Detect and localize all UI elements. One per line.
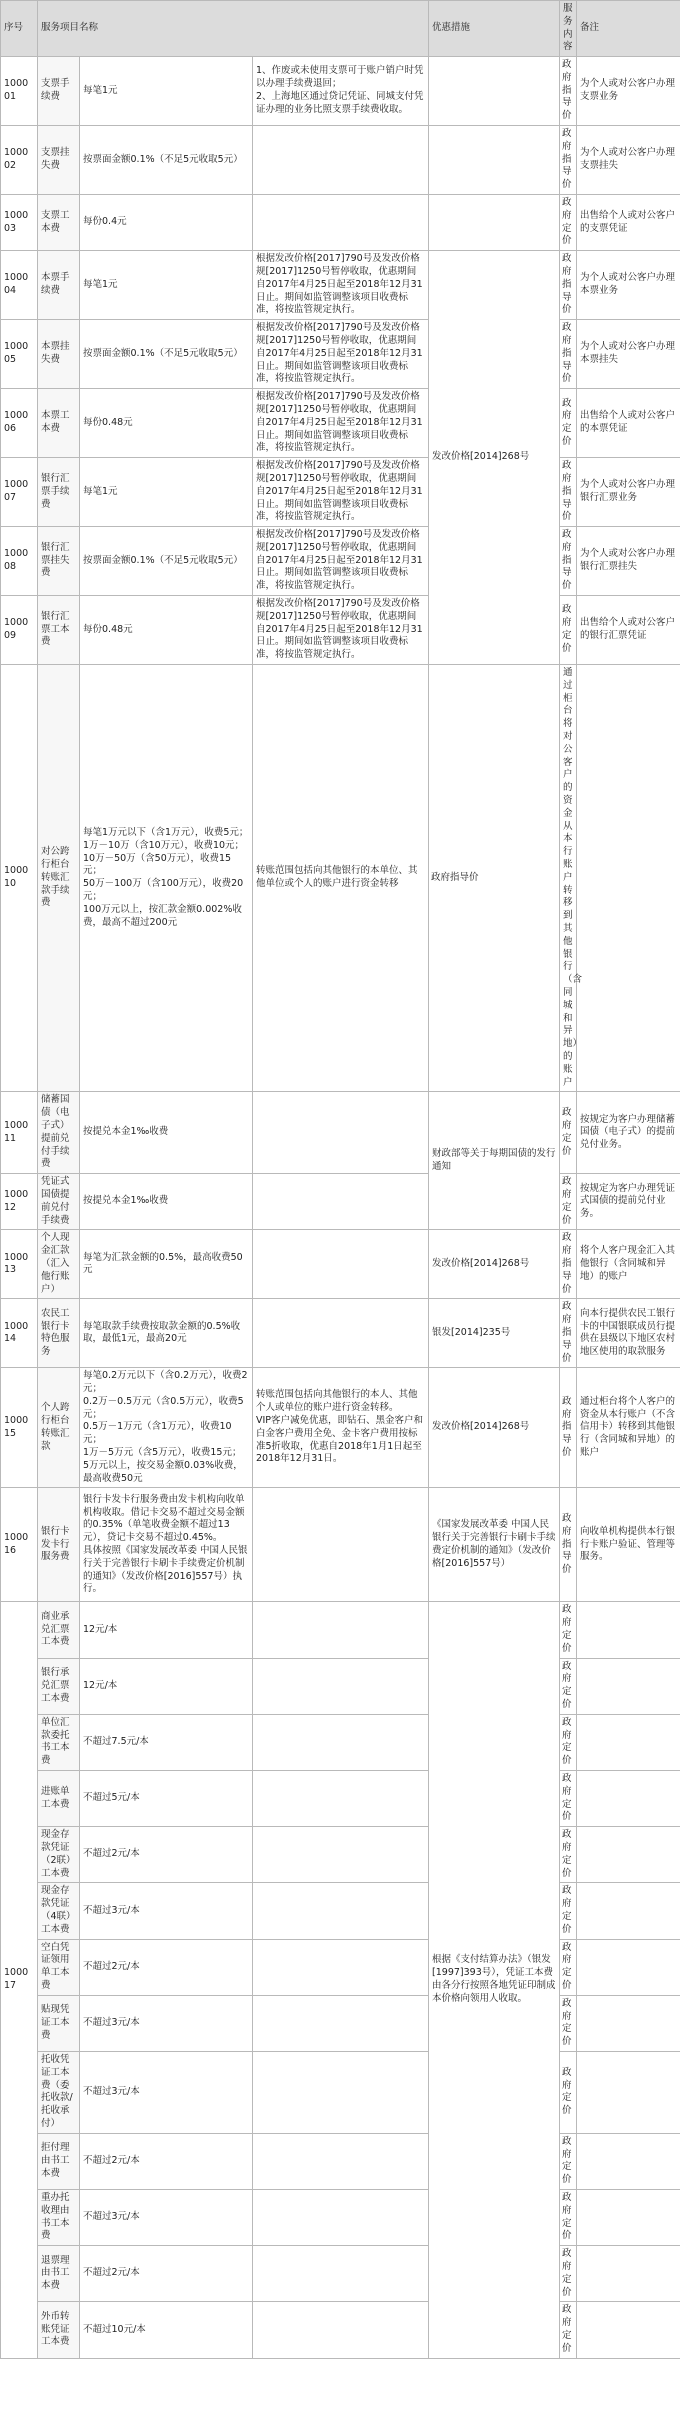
service-type: 政府定价: [560, 1092, 577, 1174]
service-name: 外币转账凭证工本费: [38, 2302, 80, 2358]
table-row: [1, 2246, 680, 2302]
service-name: 农民工银行卡特色服务: [38, 1299, 80, 1368]
standard-text: 不超过3元/本: [80, 1883, 253, 1939]
remark: [577, 1714, 680, 1770]
service-name: 银行承兑汇票工本费: [38, 1658, 80, 1714]
remark: [577, 1995, 680, 2051]
row-number: 100013: [1, 1230, 38, 1299]
remark: [577, 2189, 680, 2245]
service-name: 个人跨行柜台转账汇款: [38, 1368, 80, 1488]
table-row: [1, 1230, 680, 1299]
table-row: [1, 1174, 680, 1230]
service-type: 政府指导价: [560, 527, 577, 596]
rule-text: 转账范围包括向其他银行的本单位、其他单位或个人的账户进行资金转移: [253, 665, 429, 1092]
rule-text: [253, 1488, 429, 1602]
table-row: [1, 125, 680, 194]
service-type: 政府指导价: [560, 1230, 577, 1299]
rule-text: 根据发改价格[2017]790号及发改价格规[2017]1250号暂停收取，优惠期间自2017年4月25日起至2018年12月31日止。期间如监管调整该项目收费标准，将按监管规定执行。: [253, 596, 429, 665]
rule-text: [253, 1827, 429, 1883]
standard-text: 不超过3元/本: [80, 2189, 253, 2245]
merged-rule-empty: [429, 57, 560, 126]
remark: [577, 1883, 680, 1939]
service-name: 银行汇票工本费: [38, 596, 80, 665]
service-name: 进账单工本费: [38, 1771, 80, 1827]
remark: 为个人或对公客户办理支票业务: [577, 57, 680, 126]
row-number: 100016: [1, 1488, 38, 1602]
merged-rule-empty: [429, 125, 560, 194]
standard-text: 按提兑本金1‰收费: [80, 1174, 253, 1230]
service-type: 政府指导价: [560, 1299, 577, 1368]
remark: 出售给个人或对公客户的本票凭证: [577, 389, 680, 458]
service-name: 支票工本费: [38, 194, 80, 250]
service-name: 退票理由书工本费: [38, 2246, 80, 2302]
standard-text: 12元/本: [80, 1658, 253, 1714]
header-rule: 优惠措施: [429, 1, 560, 57]
service-name: 现金存款凭证（4联）工本费: [38, 1883, 80, 1939]
table-row: [1, 2051, 680, 2133]
table-row: [1, 1658, 680, 1714]
standard-text: 每笔0.2万元以下（含0.2万元），收费2元； 0.2万－0.5万元（含0.5万元），收费5元； 0.5万－1万元（含1万元），收费10元； 1万－5万元（含5万元），收费15元； 5万元以上，按交易金额0.03%收费，最高收费50元: [80, 1368, 253, 1488]
rule-text: [253, 2246, 429, 2302]
service-name: 贴现凭证工本费: [38, 1995, 80, 2051]
table-row: [1, 1939, 680, 1995]
service-name: 对公跨行柜台转账汇款手续费: [38, 665, 80, 1092]
header-name: 服务项目名称: [38, 1, 429, 57]
rule-text: [253, 2133, 429, 2189]
rule-text: 根据发改价格[2017]790号及发改价格规[2017]1250号暂停收取，优惠期间自2017年4月25日起至2018年12月31日止。期间如监管调整该项目收费标准，将按监管规定执行。: [253, 389, 429, 458]
table-row: [1, 1827, 680, 1883]
rule-text: 根据发改价格[2017]790号及发改价格规[2017]1250号暂停收取，优惠期间自2017年4月25日起至2018年12月31日止。期间如监管调整该项目收费标准，将按监管规定执行。: [253, 251, 429, 320]
standard-text: 不超过3元/本: [80, 2051, 253, 2133]
remark: 为个人或对公客户办理银行汇票挂失: [577, 527, 680, 596]
remark: 为个人或对公客户办理支票挂失: [577, 125, 680, 194]
row-number: 100014: [1, 1299, 38, 1368]
table-row: [1, 665, 680, 1092]
service-type: 政府定价: [560, 1939, 577, 1995]
standard-text: 不超过7.5元/本: [80, 1714, 253, 1770]
remark: [577, 2246, 680, 2302]
standard-text: 不超过2元/本: [80, 2133, 253, 2189]
service-type: 政府指导价: [560, 57, 577, 126]
row-number: 100003: [1, 194, 38, 250]
standard-text: 每份0.48元: [80, 389, 253, 458]
service-name: 银行卡发卡行服务费: [38, 1488, 80, 1602]
rule-text: [253, 194, 429, 250]
row-number: 100006: [1, 389, 38, 458]
rule-text: [253, 1883, 429, 1939]
remark: 按规定为客户办理凭证式国债的提前兑付业务。: [577, 1174, 680, 1230]
remark: 为个人或对公客户办理本票业务: [577, 251, 680, 320]
table-row: [1, 251, 680, 320]
standard-text: 按提兑本金1‰收费: [80, 1092, 253, 1174]
remark: 按规定为客户办理储蓄国债（电子式）的提前兑付业务。: [577, 1092, 680, 1174]
service-name: 凭证式国债提前兑付手续费: [38, 1174, 80, 1230]
standard-text: 每笔取款手续费按取款金额的0.5%收取，最低1元，最高20元: [80, 1299, 253, 1368]
merged-rule: 《国家发展改革委 中国人民银行关于完善银行卡刷卡手续费定价机制的通知》（发改价格[2016]557号）: [429, 1488, 560, 1602]
standard-text: 不超过3元/本: [80, 1995, 253, 2051]
rule-text: [253, 2051, 429, 2133]
service-name: 拒付理由书工本费: [38, 2133, 80, 2189]
service-type: 政府指导价: [560, 1368, 577, 1488]
table-row: [1, 2189, 680, 2245]
service-name: 支票手续费: [38, 57, 80, 126]
remark: 通过柜台将对公客户的资金从本行账户转移到其他银行（含同城和异地）的账户: [560, 665, 577, 1092]
rule-text: 1、作废或未使用支票可于账户销户时凭以办理手续费退回； 2、上海地区通过贷记凭证、同城支付凭证办理的业务比照支票手续费收取。: [253, 57, 429, 126]
standard-text: 不超过2元/本: [80, 1827, 253, 1883]
row-number: 100011: [1, 1092, 38, 1174]
merged-rule: 发改价格[2014]268号: [429, 1368, 560, 1488]
remark: [577, 1939, 680, 1995]
remark: [577, 2051, 680, 2133]
standard-text: 每笔1元: [80, 251, 253, 320]
remark: [577, 1658, 680, 1714]
row-number: 100001: [1, 57, 38, 126]
table-row: [1, 1299, 680, 1368]
service-name: 本票挂失费: [38, 320, 80, 389]
remark: 通过柜台将个人客户的资金从本行账户（不含信用卡）转移到其他银行（含同城和异地）的账户: [577, 1368, 680, 1488]
standard-text: 每笔1万元以下（含1万元），收费5元； 1万－10万（含10万元），收费10元； 10万－50万（含50万元），收费15元； 50万－100万（含100万元），收费20元； 100万元以上，按汇款金额0.002%收费，最高不超过200元: [80, 665, 253, 1092]
remark: [577, 2302, 680, 2358]
remark: [577, 1602, 680, 1658]
standard-text: 每笔为汇款金额的0.5%，最高收费50元: [80, 1230, 253, 1299]
standard-text: 不超过10元/本: [80, 2302, 253, 2358]
table-row: [1, 1488, 680, 1602]
service-type: 政府定价: [560, 1827, 577, 1883]
rule-text: [253, 1092, 429, 1174]
service-type: 政府定价: [560, 1771, 577, 1827]
row-number: 100002: [1, 125, 38, 194]
remark: [577, 1771, 680, 1827]
table-row: [1, 57, 680, 126]
remark: [577, 1827, 680, 1883]
header-note: 备注: [577, 1, 680, 57]
standard-text: 每笔1元: [80, 458, 253, 527]
service-type: 政府定价: [560, 1174, 577, 1230]
row-number: 100015: [1, 1368, 38, 1488]
table-row: [1, 389, 680, 458]
service-name: 个人现金汇款（汇入他行账户）: [38, 1230, 80, 1299]
service-type: 政府定价: [560, 1995, 577, 2051]
service-type: 政府定价: [560, 194, 577, 250]
standard-text: 不超过2元/本: [80, 1939, 253, 1995]
table-row: [1, 1883, 680, 1939]
service-type: 政府定价: [560, 2246, 577, 2302]
row-number: 100012: [1, 1174, 38, 1230]
table-row: [1, 1771, 680, 1827]
service-type: 政府指导价: [560, 251, 577, 320]
standard-text: 不超过2元/本: [80, 2246, 253, 2302]
service-type: 政府定价: [560, 2189, 577, 2245]
rule-text: [253, 1602, 429, 1658]
service-name: 银行汇票手续费: [38, 458, 80, 527]
rule-text: [253, 2189, 429, 2245]
row-number: 100005: [1, 320, 38, 389]
standard-text: 每份0.48元: [80, 596, 253, 665]
remark: 向收单机构提供本行银行卡账户验证、管理等服务。: [577, 1488, 680, 1602]
merged-rule: 财政部等关于每期国债的发行通知: [429, 1092, 560, 1230]
table-row: [1, 458, 680, 527]
service-type: 政府指导价: [560, 320, 577, 389]
standard-text: 按票面金额0.1%（不足5元收取5元）: [80, 320, 253, 389]
service-type: 政府指导价: [429, 665, 560, 1092]
table-row: [1, 1368, 680, 1488]
rule-text: [253, 1230, 429, 1299]
remark: 将个人客户现金汇入其他银行（含同城和异地）的账户: [577, 1230, 680, 1299]
service-type: 政府定价: [560, 389, 577, 458]
rule-text: [253, 1771, 429, 1827]
rule-text: [253, 1714, 429, 1770]
standard-text: 银行卡发卡行服务费由发卡机构向收单机构收取。借记卡交易不超过交易金额的0.35%（单笔收费金额不超过13元），贷记卡交易不超过0.45%。 具体按照《国家发展改革委 中国人民银行关于完善银行卡刷卡手续费定价机制的通知》（发改价格[2016]557号）执行。: [80, 1488, 253, 1602]
remark: 出售给个人或对公客户的银行汇票凭证: [577, 596, 680, 665]
table-row: [1, 320, 680, 389]
service-name: 商业承兑汇票工本费: [38, 1602, 80, 1658]
merged-rule: 发改价格[2014]268号: [429, 251, 560, 665]
table-row: [1, 527, 680, 596]
rule-text: [253, 1658, 429, 1714]
service-type: 政府定价: [560, 2051, 577, 2133]
standard-text: 12元/本: [80, 1602, 253, 1658]
row-number: 100009: [1, 596, 38, 665]
remark: 向本行提供农民工银行卡的中国银联成员行提供在县级以下地区农村地区使用的取款服务: [577, 1299, 680, 1368]
rule-text: [253, 1995, 429, 2051]
merged-rule-empty: [429, 194, 560, 250]
service-name: 空白凭证领用单工本费: [38, 1939, 80, 1995]
standard-text: 按票面金额0.1%（不足5元收取5元）: [80, 527, 253, 596]
rule-text: 根据发改价格[2017]790号及发改价格规[2017]1250号暂停收取，优惠期间自2017年4月25日起至2018年12月31日止。期间如监管调整该项目收费标准，将按监管规定执行。: [253, 320, 429, 389]
service-type: 政府指导价: [560, 458, 577, 527]
header-row: [1, 1, 680, 57]
merged-rule: 发改价格[2014]268号: [429, 1230, 560, 1299]
standard-text: 不超过5元/本: [80, 1771, 253, 1827]
remark: [577, 2133, 680, 2189]
service-type: 政府定价: [560, 1602, 577, 1658]
standard-text: 每份0.4元: [80, 194, 253, 250]
service-type: 政府定价: [560, 1714, 577, 1770]
rule-text: 根据发改价格[2017]790号及发改价格规[2017]1250号暂停收取，优惠期间自2017年4月25日起至2018年12月31日止。期间如监管调整该项目收费标准，将按监管规定执行。: [253, 458, 429, 527]
rule-text: 转账范围包括向其他银行的本人、其他个人或单位的账户进行资金转移。 VIP客户减免优惠，即钻石、黑金客户和白金客户费用全免、金卡客户费用按标准5折收取，优惠自2018年1月1日起至2018年12月31日。: [253, 1368, 429, 1488]
service-name: 重办托收理由书工本费: [38, 2189, 80, 2245]
service-name: 单位汇款委托书工本费: [38, 1714, 80, 1770]
table-row: [1, 596, 680, 665]
service-name: 本票工本费: [38, 389, 80, 458]
rule-text: [253, 1299, 429, 1368]
service-name: 托收凭证工本费（委托收款/托收承付）: [38, 2051, 80, 2133]
service-type: 政府指导价: [560, 1488, 577, 1602]
rule-text: [253, 1939, 429, 1995]
table-row: [1, 194, 680, 250]
table-row: [1, 1714, 680, 1770]
service-name: 本票手续费: [38, 251, 80, 320]
row-number: 100008: [1, 527, 38, 596]
remark: 出售给个人或对公客户的支票凭证: [577, 194, 680, 250]
service-type: 政府定价: [560, 1883, 577, 1939]
rule-text: [253, 2302, 429, 2358]
rule-text: 根据发改价格[2017]790号及发改价格规[2017]1250号暂停收取，优惠期间自2017年4月25日起至2018年12月31日止。期间如监管调整该项目收费标准，将按监管规定执行。: [253, 527, 429, 596]
table-row: [1, 2302, 680, 2358]
row-number: 100007: [1, 458, 38, 527]
header-svc: 服务内容: [560, 1, 577, 57]
table-row: [1, 1995, 680, 2051]
row-number: 100010: [1, 665, 38, 1092]
remark: 为个人或对公客户办理本票挂失: [577, 320, 680, 389]
service-name: 支票挂失费: [38, 125, 80, 194]
standard-text: 按票面金额0.1%（不足5元收取5元）: [80, 125, 253, 194]
service-name: 现金存款凭证（2联）工本费: [38, 1827, 80, 1883]
service-type: 政府定价: [560, 1658, 577, 1714]
service-type: 政府定价: [560, 2302, 577, 2358]
header-no: 序号: [1, 1, 38, 57]
rule-text: [253, 1174, 429, 1230]
row-number: 100017: [1, 1602, 38, 2358]
service-type: 政府定价: [560, 596, 577, 665]
service-type: 政府定价: [560, 2133, 577, 2189]
rule-text: [253, 125, 429, 194]
standard-text: 每笔1元: [80, 57, 253, 126]
merged-rule: 银发[2014]235号: [429, 1299, 560, 1368]
service-type: 政府指导价: [560, 125, 577, 194]
table-row: [1, 1602, 680, 1658]
merged-rule: 根据《支付结算办法》（银发[1997]393号），凭证工本费由各分行按照各地凭证印制成本价格向领用人收取。: [429, 1602, 560, 2358]
row-number: 100004: [1, 251, 38, 320]
table-row: [1, 2133, 680, 2189]
service-name: 银行汇票挂失费: [38, 527, 80, 596]
service-name: 储蓄国债（电子式）提前兑付手续费: [38, 1092, 80, 1174]
table-row: [1, 1092, 680, 1174]
remark: 为个人或对公客户办理银行汇票业务: [577, 458, 680, 527]
